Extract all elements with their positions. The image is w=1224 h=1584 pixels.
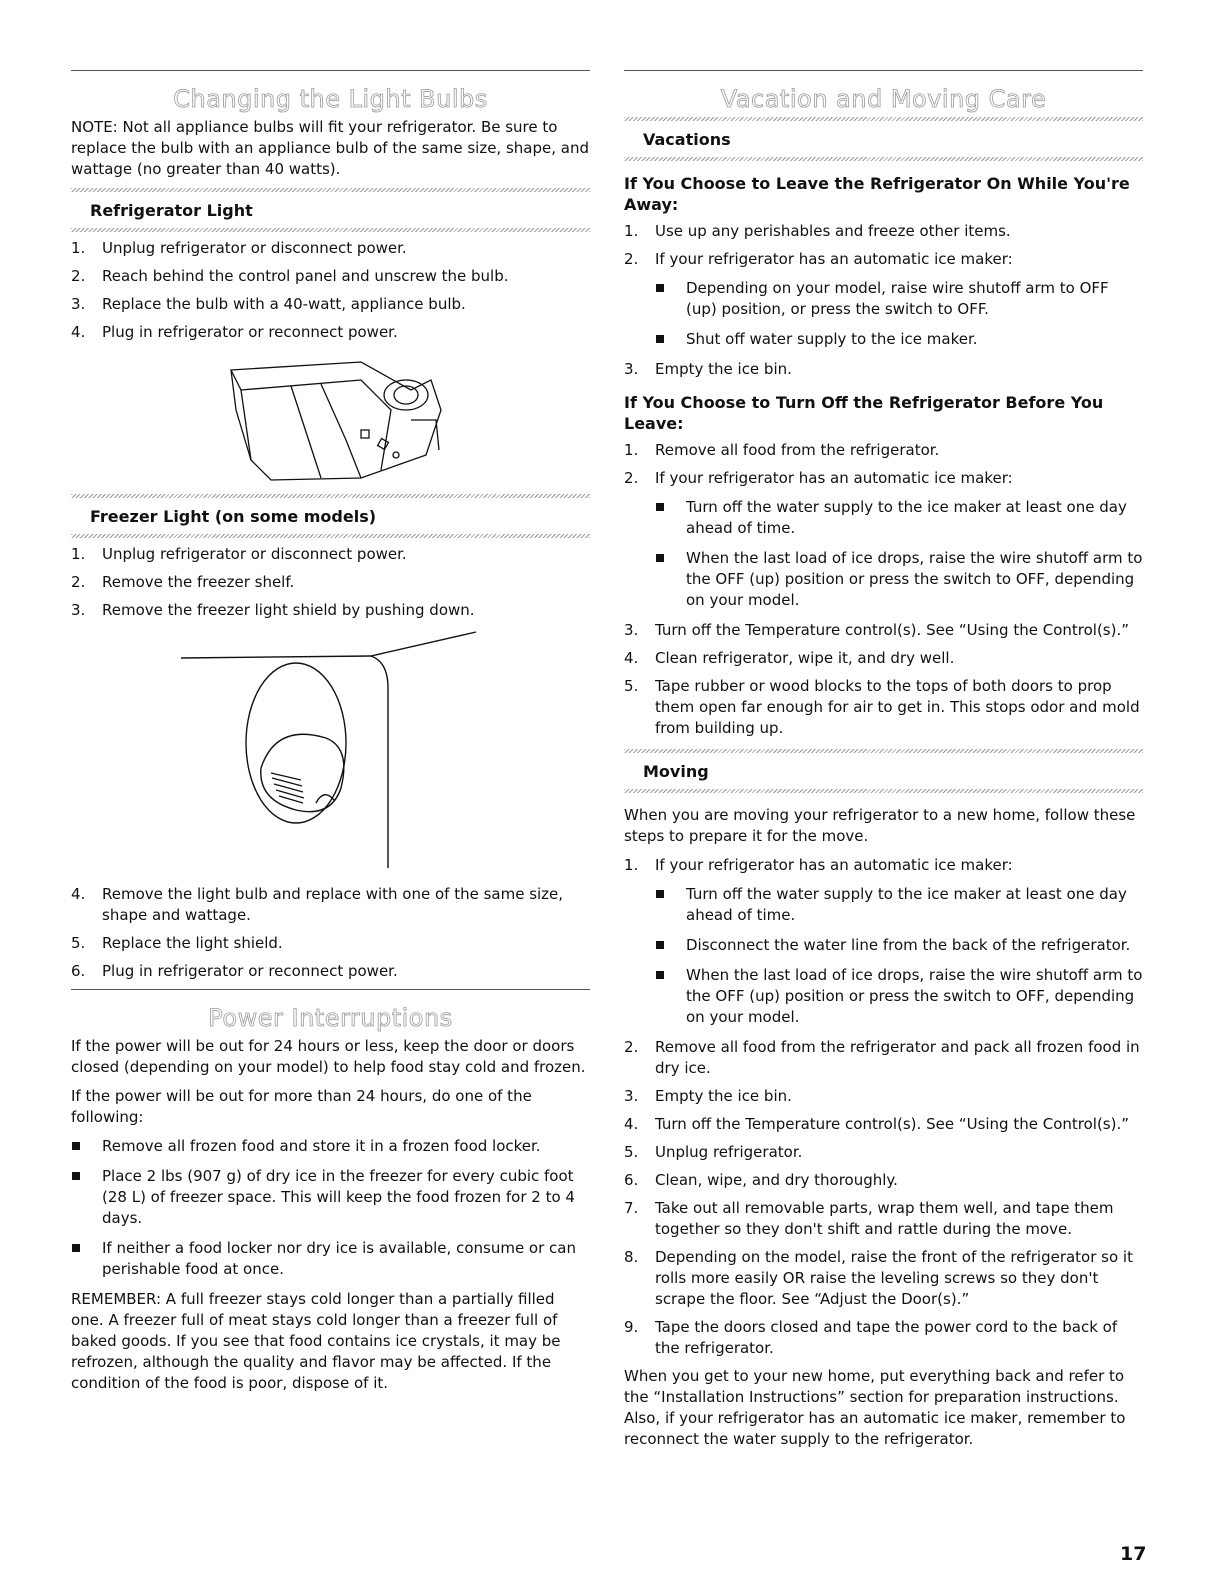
list-item: 6. Clean, wipe, and dry thoroughly. <box>624 1171 898 1189</box>
list-item: Turn off the water supply to the ice maker at least one day ahead of time. <box>655 884 1143 926</box>
list-item: 4. Turn off the Temperature control(s). See “Using the Control(s).” <box>624 1115 1130 1133</box>
list-item: Remove all frozen food and store it in a frozen food locker. <box>71 1136 590 1157</box>
list-item: 4. Plug in refrigerator or reconnect power. <box>71 323 398 341</box>
moving-bullets <box>655 884 1143 1028</box>
list-item: When the last load of ice drops, raise the wire shutoff arm to the OFF (up) position or press the switch to OFF, depending on your model. <box>655 965 1143 1028</box>
subhead-freezer-light: Freezer Light (on some models) <box>90 507 377 526</box>
freezer-light-shield-illustration <box>166 628 496 878</box>
subhead-vacations: Vacations <box>643 130 731 149</box>
list-item: Disconnect the water line from the back of the refrigerator. <box>655 935 1143 956</box>
remember-paragraph: REMEMBER: A full freezer stays cold longer than a partially filled one. A freezer full of meat stays cold longer than a freezer full of baked goods. If you see that food contains ice crystals, it may be refrozen, although the quality and flavor may be affected. If the condition of the food is poor, dispose of it. <box>71 1290 561 1392</box>
list-item: 1. Unplug refrigerator or disconnect power. <box>71 239 407 257</box>
freezer-light-steps-a <box>71 544 590 621</box>
section-title-light-bulbs: Changing the Light Bulbs <box>173 85 488 113</box>
subhead-moving: Moving <box>643 762 709 781</box>
hatch-divider <box>624 157 1143 161</box>
list-item: 2. Remove the freezer shelf. <box>71 573 295 591</box>
list-item: 5. Tape rubber or wood blocks to the tops of both doors to prop them open far enough for air to get in. This stops odor and mold from building up. <box>624 677 1140 737</box>
list-item: 7. Take out all removable parts, wrap them well, and tape them together so they don't shift and rattle during the move. <box>624 1199 1114 1238</box>
turn-off-bullets <box>655 497 1143 611</box>
top-rule <box>624 70 1143 71</box>
hatch-divider <box>71 228 590 232</box>
list-item: 1. If your refrigerator has an automatic ice maker: Turn off the water supply to the ice maker at least one day ahead of time. Disconnect the water line from the back of the refrigerator. When the last load of ice drops, raise the wire shutoff arm to the OFF (up) position or press the switch to OFF, depending on your model. <box>624 856 1143 1026</box>
moving-steps <box>624 855 1143 1359</box>
hatch-divider <box>624 789 1143 793</box>
list-item: Turn off the water supply to the ice maker at least one day ahead of time. <box>655 497 1143 539</box>
list-item: Place 2 lbs (907 g) of dry ice in the freezer for every cubic foot (28 L) of freezer space. This will keep the food frozen for 2 to 4 days. <box>71 1166 590 1229</box>
list-item: 1. Use up any perishables and freeze other items. <box>624 222 1011 240</box>
list-item: 6. Plug in refrigerator or reconnect power. <box>71 962 398 980</box>
leave-on-bullets <box>655 278 1143 350</box>
control-panel-bulb-illustration <box>211 350 451 490</box>
list-item: Depending on your model, raise wire shutoff arm to OFF (up) position, or press the switch to OFF. <box>655 278 1143 320</box>
list-item: 4. Remove the light bulb and replace with one of the same size, shape and wattage. <box>71 885 564 924</box>
left-column <box>71 70 590 1402</box>
leave-on-steps <box>624 221 1143 380</box>
power-paragraph-1: If the power will be out for 24 hours or less, keep the door or doors closed (depending on your model) to help food stay cold and frozen. <box>71 1037 586 1076</box>
power-paragraph-2: If the power will be out for more than 24 hours, do one of the following: <box>71 1087 532 1126</box>
list-item: 2. Remove all food from the refrigerator and pack all frozen food in dry ice. <box>624 1038 1140 1077</box>
turn-off-heading: If You Choose to Turn Off the Refrigerator Before You Leave: <box>624 393 1104 433</box>
list-item: If neither a food locker nor dry ice is available, consume or can perishable food at once. <box>71 1238 590 1280</box>
refrigerator-light-steps <box>71 238 590 343</box>
list-item: 3. Turn off the Temperature control(s). See “Using the Control(s).” <box>624 621 1130 639</box>
freezer-light-steps-b <box>71 884 590 982</box>
list-item: 3. Remove the freezer light shield by pushing down. <box>71 601 475 619</box>
list-item: 2. If your refrigerator has an automatic ice maker: Turn off the water supply to the ice maker at least one day ahead of time. When the last load of ice drops, raise the wire shutoff arm to the OFF (up) position or press the switch to OFF, depending on your model. <box>624 469 1143 609</box>
list-item: Shut off water supply to the ice maker. <box>655 329 1143 350</box>
list-item: 3. Empty the ice bin. <box>624 1087 792 1105</box>
list-item: When the last load of ice drops, raise the wire shutoff arm to the OFF (up) position or press the switch to OFF, depending on your model. <box>655 548 1143 611</box>
list-item: 5. Replace the light shield. <box>71 934 283 952</box>
list-item: 4. Clean refrigerator, wipe it, and dry well. <box>624 649 955 667</box>
list-item: 3. Empty the ice bin. <box>624 360 792 378</box>
list-item: 1. Remove all food from the refrigerator. <box>624 441 940 459</box>
subhead-refrigerator-light: Refrigerator Light <box>90 201 253 220</box>
power-bullets <box>71 1136 590 1280</box>
section-title-power-interruptions: Power Interruptions <box>208 1004 453 1032</box>
page-number: 17 <box>1120 1543 1147 1565</box>
list-item: 2. Reach behind the control panel and unscrew the bulb. <box>71 267 509 285</box>
section-rule <box>71 989 590 990</box>
top-rule <box>71 70 590 71</box>
list-item: 8. Depending on the model, raise the front of the refrigerator so it rolls more easily OR raise the leveling screws so they don't scrape the floor. See “Adjust the Door(s).” <box>624 1248 1133 1308</box>
moving-closing: When you get to your new home, put everything back and refer to the “Installation Instructions” section for preparation instructions. Also, if your refrigerator has an automatic ice maker, remember to reconnect the water supply to the refrigerator. <box>624 1367 1126 1448</box>
turn-off-steps <box>624 440 1143 739</box>
bulb-note: NOTE: Not all appliance bulbs will fit your refrigerator. Be sure to replace the bulb with an appliance bulb of the same size, shape, and wattage (no greater than 40 watts). <box>71 118 589 178</box>
list-item: 1. Unplug refrigerator or disconnect power. <box>71 545 407 563</box>
leave-on-heading: If You Choose to Leave the Refrigerator On While You're Away: <box>624 174 1130 214</box>
list-item: 5. Unplug refrigerator. <box>624 1143 803 1161</box>
list-item: 9. Tape the doors closed and tape the power cord to the back of the refrigerator. <box>624 1318 1118 1357</box>
moving-intro: When you are moving your refrigerator to a new home, follow these steps to prepare it for the move. <box>624 806 1136 845</box>
right-column <box>624 70 1143 1458</box>
hatch-divider <box>71 534 590 538</box>
list-item: 3. Replace the bulb with a 40-watt, appliance bulb. <box>71 295 466 313</box>
list-item: 2. If your refrigerator has an automatic ice maker: Depending on your model, raise wire shutoff arm to OFF (up) position, or press the switch to OFF. Shut off water supply to the ice maker. <box>624 249 1143 350</box>
section-title-vacation-moving: Vacation and Moving Care <box>720 85 1047 113</box>
